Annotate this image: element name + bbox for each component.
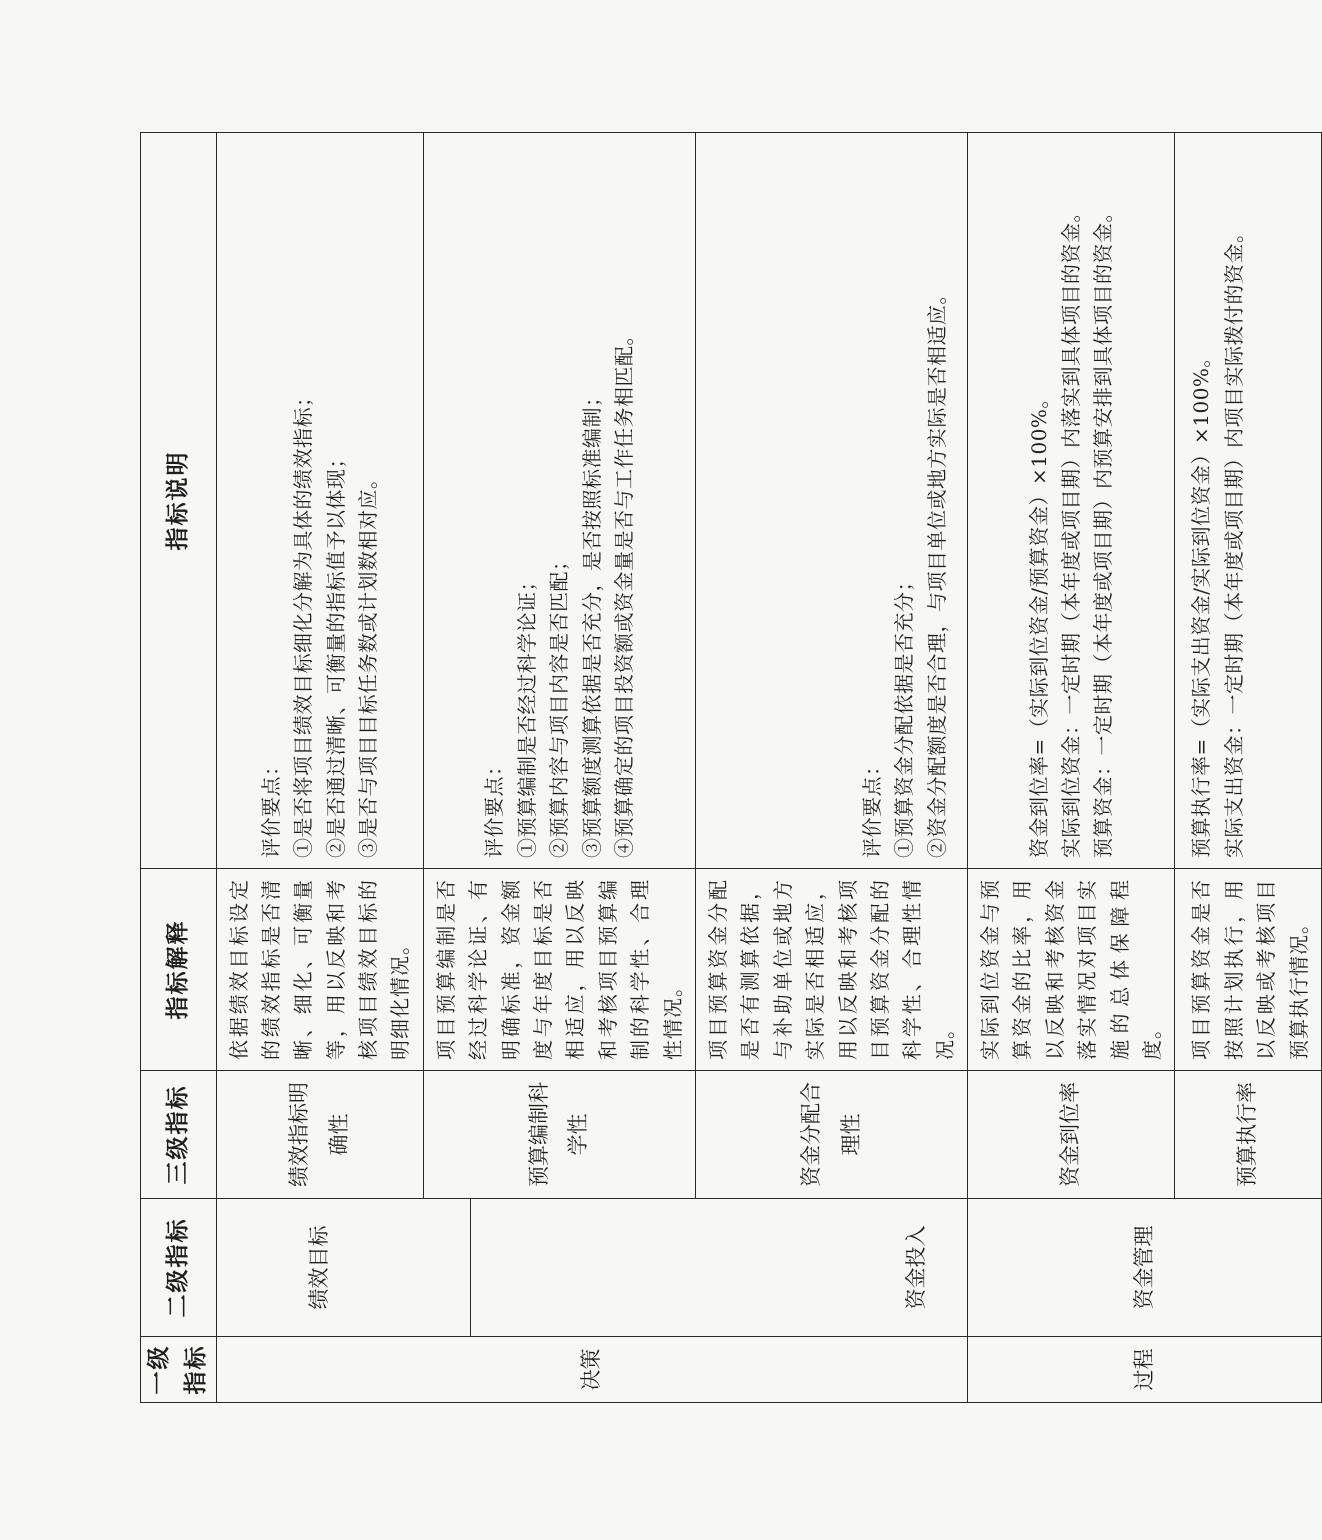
level3-cell: 资金分配合理性: [695, 1071, 967, 1199]
explanation-cell: 项目预算资金分配是否有测算依据，与补助单位或地方实际是否相适应，用以反映和考核项目预算资金分配的科学性、合理性情况。: [695, 869, 967, 1071]
level1-juece: 决策: [216, 1337, 968, 1403]
table-row: [423, 133, 695, 1403]
note-line: ④预算确定的项目投资额或资金量是否与工作任务相匹配。: [611, 325, 636, 858]
level3-cell: 绩效指标明确性: [216, 1071, 423, 1199]
note-line: 评价要点：: [859, 755, 884, 858]
note-line: ②预算内容与项目内容是否匹配；: [547, 550, 572, 858]
note-line: ③预算额度测算依据是否充分，是否按照标准编制；: [579, 386, 604, 858]
header-level3: 三级指标: [141, 1071, 217, 1199]
notes-cell: [695, 133, 967, 869]
level3-cell: 预算编制科学性: [423, 1071, 695, 1199]
note-line: ①预算编制是否经过科学论证；: [514, 571, 539, 858]
note-line: ①预算资金分配依据是否充分；: [892, 571, 917, 858]
level2-zijin-touru-label: 资金投入: [904, 1225, 929, 1310]
explanation-cell: 项目预算编制是否经过科学论证、有明确标准，资金额度与年度目标是否相适应，用以反映和考核项目预算编制的科学性、合理性情况。: [423, 869, 695, 1071]
level2-zijin-touru: [423, 1199, 967, 1337]
header-notes: 指标说明: [141, 133, 217, 869]
note-line: 资金到位率=（实际到位资金/预算资金）×100%。: [1026, 388, 1051, 858]
note-line: 评价要点：: [482, 755, 507, 858]
notes-cell: [423, 133, 695, 869]
note-line: 实际到位资金：一定时期（本年度或项目期）内落实到具体项目的资金。: [1059, 202, 1084, 858]
notes-cell: [968, 133, 1175, 869]
level2-divider: [424, 1199, 471, 1336]
explanation-cell: 实际到位资金与预算资金的比率，用以反映和考核资金落实情况对项目实施的总体保障程度。: [968, 869, 1175, 1071]
notes-cell: [216, 133, 423, 869]
level3-cell: 预算执行率: [1175, 1071, 1322, 1199]
rotated-page: [140, 133, 1311, 1403]
explanation-cell: 项目预算资金是否按照计划执行，用以反映或考核项目预算执行情况。: [1175, 869, 1322, 1071]
table-row: [216, 133, 423, 1403]
level1-guocheng: 过程: [968, 1337, 1322, 1403]
note-line: ①是否将项目绩效目标细化分解为具体的绩效指标；: [291, 386, 316, 858]
table-row: [968, 133, 1175, 1403]
note-line: 预算执行率=（实际支出资金/实际到位资金）×100%。: [1189, 347, 1214, 858]
note-line: ②资金分配额度是否合理，与项目单位或地方实际是否相适应。: [924, 284, 949, 858]
level3-cell: 资金到位率: [968, 1071, 1175, 1199]
note-line: ②是否通过清晰、可衡量的指标值予以体现；: [323, 448, 348, 858]
header-level1: 一级指标: [141, 1337, 217, 1403]
explanation-cell: 依据绩效目标设定的绩效指标是否清晰、细化、可衡量等，用以反映和考核项目绩效目标的明细化情况。: [216, 869, 423, 1071]
notes-cell: [1175, 133, 1322, 869]
note-line: 预算资金：一定时期（本年度或项目期）内预算安排到具体项目的资金。: [1091, 202, 1116, 858]
header-row: [141, 133, 217, 1403]
header-explanation: 指标解释: [141, 869, 217, 1071]
note-line: 评价要点：: [258, 755, 283, 858]
level2-jixiao-mubiao: 绩效目标: [216, 1199, 423, 1337]
indicator-table: [140, 132, 1322, 1403]
header-level2: 二级指标: [141, 1199, 217, 1337]
level2-zijin-guanli: 资金管理: [968, 1199, 1322, 1337]
note-line: 实际支出资金：一定时期（本年度或项目期）内项目实际拨付的资金。: [1221, 222, 1246, 858]
note-line: ③是否与项目目标任务数或计划数相对应。: [356, 468, 381, 858]
